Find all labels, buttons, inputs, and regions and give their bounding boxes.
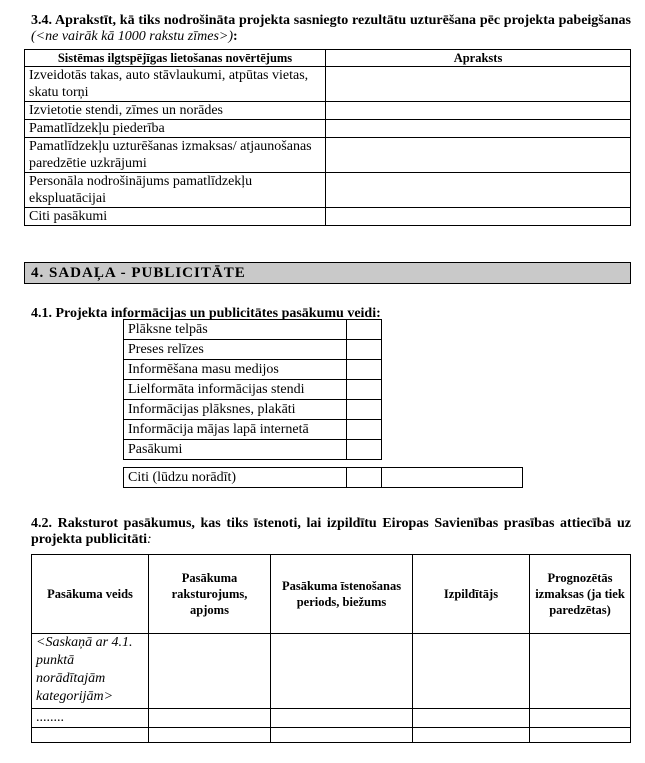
list-item	[124, 440, 382, 460]
row-label: Izveidotās takas, auto stāvlaukumi, atpūtas vietas, skatu torņi	[25, 67, 326, 102]
activity-type-cell[interactable]: ........	[32, 709, 149, 728]
costs-cell[interactable]	[530, 728, 631, 743]
checkbox-cell[interactable]	[347, 400, 382, 420]
header-costs: Prognozētās izmaksas (ja tiek paredzētas)	[530, 555, 631, 634]
executor-cell[interactable]	[413, 709, 530, 728]
header-description: Pasākuma raksturojums, apjoms	[149, 555, 271, 634]
section-4-title-bar	[24, 262, 631, 284]
description-cell[interactable]	[326, 138, 631, 173]
item-label: Lielformāta informācijas stendi	[124, 380, 347, 400]
item-label: Informācija mājas lapā internetā	[124, 420, 347, 440]
costs-cell[interactable]	[530, 634, 631, 709]
description-cell[interactable]	[149, 728, 271, 743]
heading-note: (<ne vairāk kā 1000 rakstu zīmes>)	[31, 29, 234, 44]
list-item	[124, 400, 382, 420]
publicity-other-row	[123, 467, 523, 488]
checkbox-cell[interactable]	[347, 360, 382, 380]
header-description: Apraksts	[326, 50, 631, 67]
description-cell[interactable]	[326, 208, 631, 226]
heading-colon: :	[147, 532, 152, 547]
checkbox-cell[interactable]	[347, 420, 382, 440]
section-3-4-heading	[31, 13, 631, 45]
description-cell[interactable]	[326, 120, 631, 138]
list-item	[124, 420, 382, 440]
row-label: Pamatlīdzekļu piederība	[25, 120, 326, 138]
period-cell[interactable]	[271, 728, 413, 743]
costs-cell[interactable]	[530, 709, 631, 728]
list-item	[124, 468, 523, 488]
table-row	[25, 138, 631, 173]
checkbox-cell[interactable]	[347, 380, 382, 400]
heading-text: 4.2. Raksturot pasākumus, kas tiks īstenoti, lai izpildītu Eiropas Savienības prasības attiecībā uz projekta publicitāti	[31, 516, 631, 547]
list-item	[124, 320, 382, 340]
list-item	[124, 340, 382, 360]
table-row	[32, 709, 631, 728]
period-cell[interactable]	[271, 634, 413, 709]
table-row	[25, 173, 631, 208]
row-label: Pamatlīdzekļu uzturēšanas izmaksas/ atjaunošanas paredzētie uzkrājumi	[25, 138, 326, 173]
checkbox-cell[interactable]	[347, 320, 382, 340]
description-cell[interactable]	[326, 173, 631, 208]
table-header-row	[32, 555, 631, 634]
list-item	[124, 360, 382, 380]
other-specify-field[interactable]	[382, 468, 523, 488]
header-assessment: Sistēmas ilgtspējīgas lietošanas novērtējums	[25, 50, 326, 67]
checkbox-cell[interactable]	[347, 440, 382, 460]
description-cell[interactable]	[326, 67, 631, 102]
item-label: Citi (lūdzu norādīt)	[124, 468, 347, 488]
item-label: Informēšana masu medijos	[124, 360, 347, 380]
header-executor: Izpildītājs	[413, 555, 530, 634]
publicity-types-table	[123, 319, 382, 460]
header-period: Pasākuma īstenošanas periods, biežums	[271, 555, 413, 634]
description-cell[interactable]	[149, 634, 271, 709]
publicity-activities-table	[31, 554, 631, 743]
table-row	[25, 208, 631, 226]
item-label: Pasākumi	[124, 440, 347, 460]
section-4-2-heading	[31, 516, 631, 548]
period-cell[interactable]	[271, 709, 413, 728]
heading-text: 3.4. Aprakstīt, kā tiks nodrošināta projekta sasniegto rezultātu uzturēšana pēc projekta pabeigšanas	[31, 13, 631, 28]
heading-colon: :	[233, 29, 238, 44]
item-label: Preses relīzes	[124, 340, 347, 360]
table-row	[25, 120, 631, 138]
item-label: Informācijas plāksnes, plakāti	[124, 400, 347, 420]
row-label: Personāla nodrošinājums pamatlīdzekļu ekspluatācijai	[25, 173, 326, 208]
header-activity-type: Pasākuma veids	[32, 555, 149, 634]
table-row	[25, 102, 631, 120]
list-item	[124, 380, 382, 400]
executor-cell[interactable]	[413, 634, 530, 709]
table-row	[25, 67, 631, 102]
executor-cell[interactable]	[413, 728, 530, 743]
section-title: 4. SADAĻA - PUBLICITĀTE	[31, 265, 246, 281]
activity-type-cell[interactable]	[32, 728, 149, 743]
checkbox-cell[interactable]	[347, 340, 382, 360]
description-cell[interactable]	[149, 709, 271, 728]
row-label: Citi pasākumi	[25, 208, 326, 226]
item-label: Plāksne telpās	[124, 320, 347, 340]
description-cell[interactable]	[326, 102, 631, 120]
checkbox-cell[interactable]	[347, 468, 382, 488]
activity-type-cell[interactable]: <Saskaņā ar 4.1. punktā norādītajām kategorijām>	[32, 634, 149, 709]
table-row	[32, 728, 631, 743]
row-label: Izvietotie stendi, zīmes un norādes	[25, 102, 326, 120]
section-4-1-heading: 4.1. Projekta informācijas un publicitātes pasākumu veidi:	[31, 306, 381, 321]
sustainability-table	[24, 49, 631, 226]
table-header-row	[25, 50, 631, 67]
table-row	[32, 634, 631, 709]
